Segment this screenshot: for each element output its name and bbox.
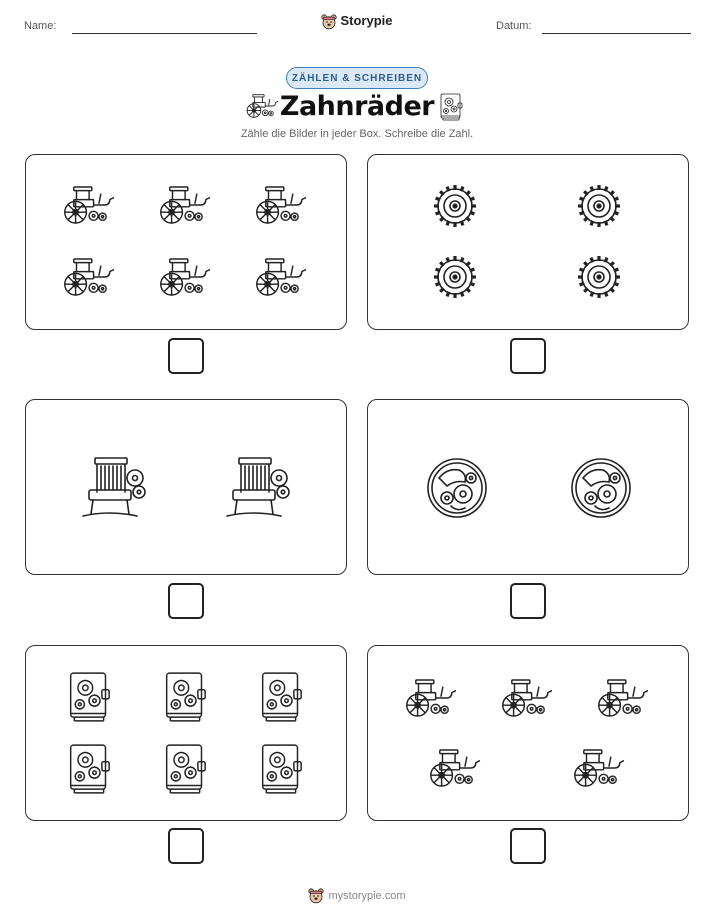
steam-tractor-icon <box>255 257 309 297</box>
gear-book-icon <box>67 671 111 723</box>
count-box-1 <box>25 154 347 330</box>
gear-book-icon <box>163 671 207 723</box>
gear-icon <box>575 182 623 230</box>
category-badge: ZÄHLEN & SCHREIBEN <box>286 67 428 89</box>
bear-icon <box>308 888 324 904</box>
gear-book-icon <box>67 743 111 795</box>
answer-box-4[interactable] <box>510 583 546 619</box>
steam-tractor-icon <box>63 257 117 297</box>
count-box-6 <box>367 645 689 821</box>
name-label: Name: <box>24 20 57 32</box>
brand-logo <box>0 13 714 30</box>
page-title: Zahnräder <box>279 91 435 122</box>
gear-icon <box>431 182 479 230</box>
steam-tractor-icon <box>63 185 117 225</box>
answer-box-6[interactable] <box>510 828 546 864</box>
answer-box-5[interactable] <box>168 828 204 864</box>
clockwork-disc-icon <box>569 456 633 520</box>
gear-book-icon <box>259 671 303 723</box>
gear-icon <box>431 253 479 301</box>
loom-chair-icon <box>225 456 295 520</box>
steam-tractor-icon <box>159 185 213 225</box>
gear-book-icon <box>163 743 207 795</box>
count-box-5 <box>25 645 347 821</box>
gear-book-icon <box>438 93 464 121</box>
date-line[interactable] <box>542 33 691 34</box>
answer-box-2[interactable] <box>510 338 546 374</box>
loom-chair-icon <box>81 456 151 520</box>
count-box-4 <box>367 399 689 575</box>
bear-icon <box>321 14 337 30</box>
footer-url[interactable]: mystorypie.com <box>328 889 406 902</box>
date-label: Datum: <box>496 20 532 32</box>
gear-book-icon <box>259 743 303 795</box>
steam-tractor-icon <box>597 678 651 718</box>
answer-box-3[interactable] <box>168 583 204 619</box>
steam-tractor-icon <box>573 748 627 788</box>
count-box-2 <box>367 154 689 330</box>
footer <box>0 888 714 904</box>
steam-tractor-icon <box>429 748 483 788</box>
gear-icon <box>575 253 623 301</box>
steam-tractor-icon <box>159 257 213 297</box>
steam-tractor-icon <box>405 678 459 718</box>
count-box-3 <box>25 399 347 575</box>
steam-tractor-icon <box>501 678 555 718</box>
instructions: Zähle die Bilder in jeder Box. Schreibe die Zahl. <box>240 128 474 140</box>
steam-tractor-icon <box>255 185 309 225</box>
name-line[interactable] <box>72 33 257 34</box>
answer-box-1[interactable] <box>168 338 204 374</box>
brand-name: Storypie <box>340 13 393 28</box>
clockwork-disc-icon <box>425 456 489 520</box>
